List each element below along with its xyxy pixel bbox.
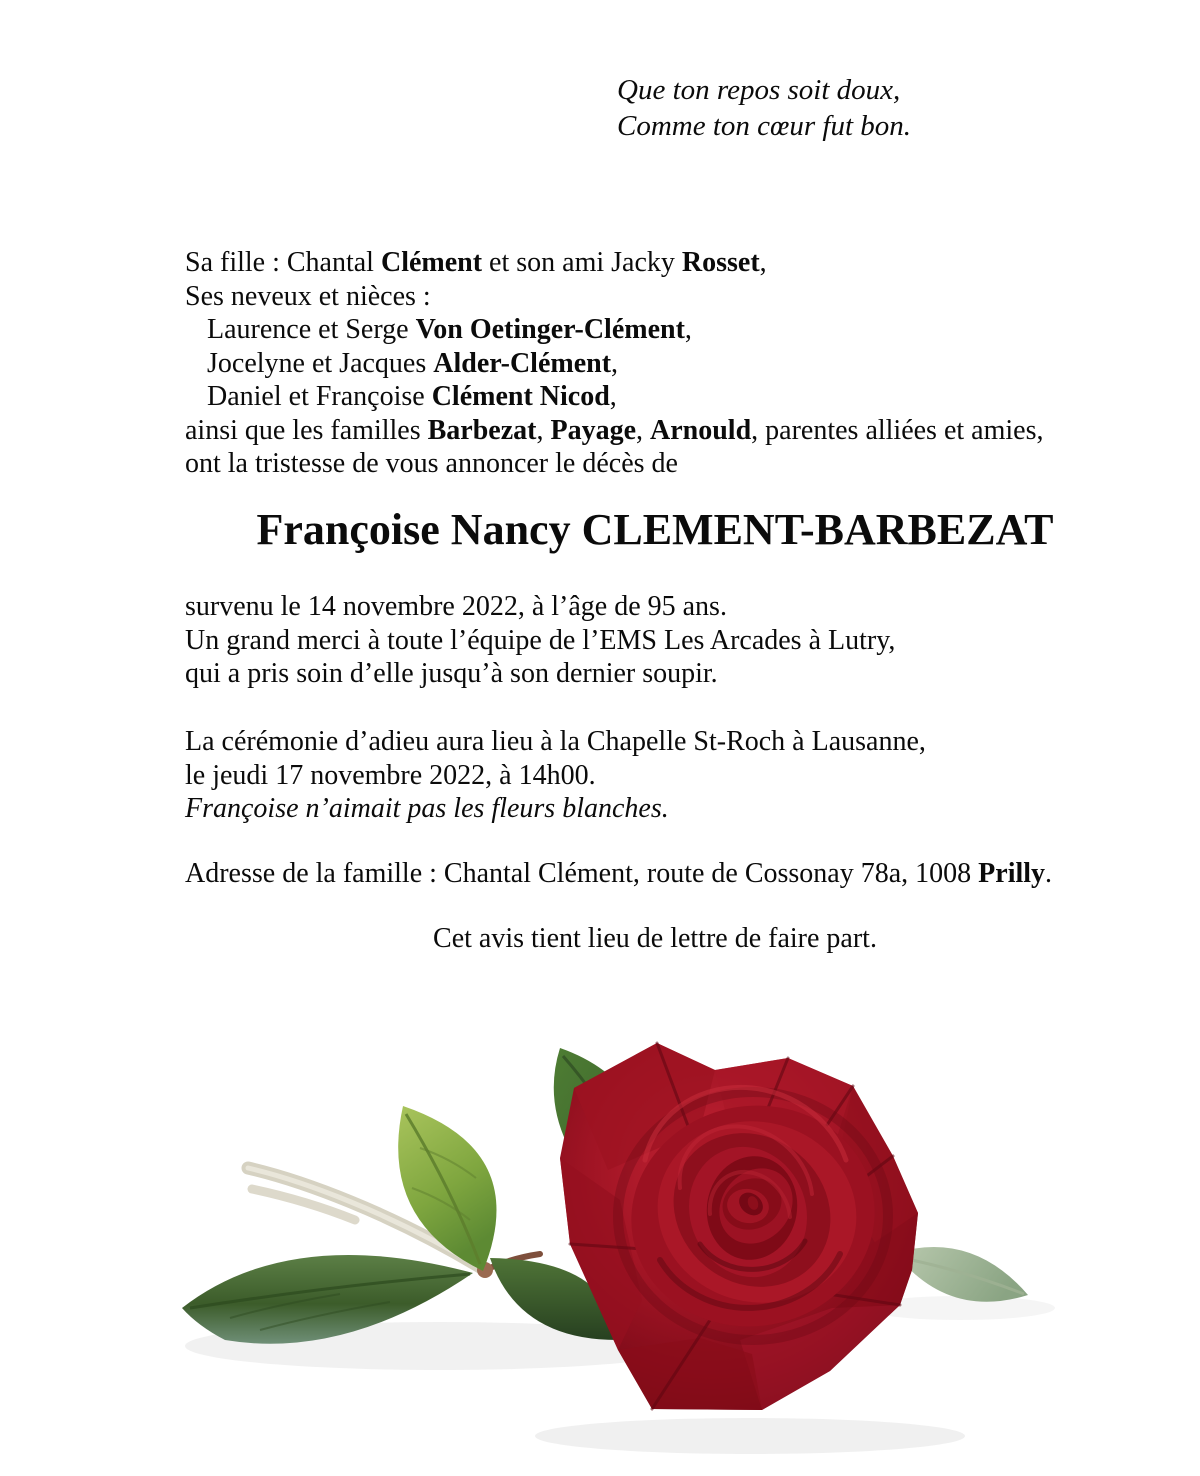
family-announcement [185,246,1043,481]
announcement-line: Sa fille : Chantal Clément et son ami Jacky Rosset, [185,247,767,278]
family-address: Adresse de la famille : Chantal Clément, route de Cossonay 78a, 1008 Prilly. [185,858,1053,889]
announcement-line: Jocelyne et Jacques Alder-Clément, [207,347,619,379]
ceremony-line: La cérémonie d’adieu aura lieu à la Chapelle St-Roch à Lausanne, [185,726,926,757]
ceremony-line: le jeudi 17 novembre 2022, à 14h00. [185,759,596,791]
epitaph [617,73,911,144]
announcement-line: ont la tristesse de vous annoncer le décès de [185,448,678,479]
ceremony-flowers-note: Françoise n’aimait pas les fleurs blanches. [185,793,669,824]
epitaph-line: Comme ton cœur fut bon. [617,109,912,142]
death-details-line: Un grand merci à toute l’équipe de l’EMS Les Arcades à Lutry, [185,624,896,656]
epitaph-line: Que ton repos soit doux, [617,74,901,106]
death-details-line: survenu le 14 novembre 2022, à l’âge de 95 ans. [185,591,727,622]
announcement-line: Daniel et Françoise Clément Nicod, [207,381,617,412]
ceremony-info [185,725,926,826]
death-details [185,590,895,691]
deceased-name: Françoise Nancy CLEMENT-BARBEZAT [256,505,1054,554]
announcement-line: Ses neveux et nièces : [185,280,431,312]
rose-photo [140,1008,1110,1468]
rose-illustration [140,1008,1110,1468]
announcement-line: ainsi que les familles Barbezat, Payage, Arnould, parentes alliées et amies, [185,414,1044,446]
closing-statement: Cet avis tient lieu de lettre de faire part. [433,923,877,954]
announcement-line: Laurence et Serge Von Oetinger-Clément, [207,314,692,345]
death-details-line: qui a pris soin d’elle jusqu’à son dernier soupir. [185,658,718,689]
